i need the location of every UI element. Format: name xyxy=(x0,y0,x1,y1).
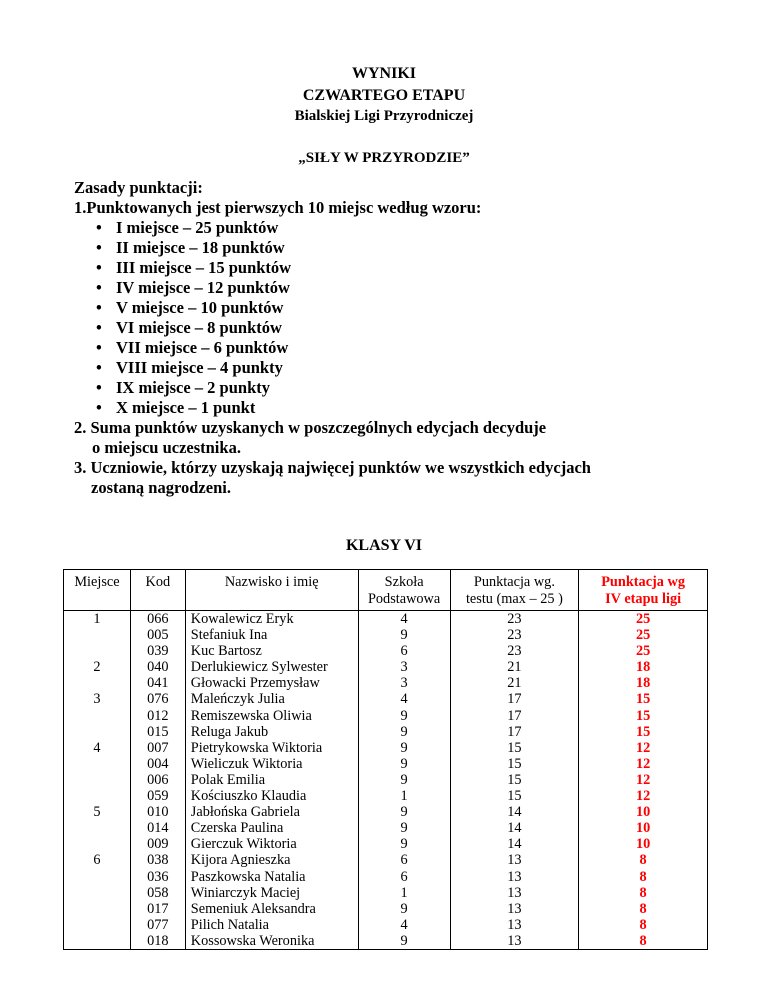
cell-school: 9 xyxy=(358,804,450,820)
table-row xyxy=(64,724,708,740)
points-list-item xyxy=(74,398,714,418)
cell-place xyxy=(64,933,131,950)
rule-3-line-1: 3. Uczniowie, którzy uzyskają najwięcej punktów we wszystkich edycjach xyxy=(74,458,591,477)
points-list xyxy=(74,218,714,418)
bullet-dot-icon: • xyxy=(96,378,102,397)
points-list-text: IV miejsce – 12 punktów xyxy=(116,278,290,297)
cell-league: 25 xyxy=(579,627,708,643)
cell-league: 15 xyxy=(579,691,708,707)
cell-place xyxy=(64,901,131,917)
header-school: Szkoła Podstawowa xyxy=(358,570,450,611)
cell-place xyxy=(64,675,131,691)
cell-code: 066 xyxy=(130,611,185,628)
cell-league: 15 xyxy=(579,724,708,740)
table-row xyxy=(64,869,708,885)
table-row xyxy=(64,643,708,659)
cell-code: 038 xyxy=(130,852,185,868)
cell-code: 014 xyxy=(130,820,185,836)
header-name: Nazwisko i imię xyxy=(185,570,358,611)
cell-code: 012 xyxy=(130,708,185,724)
rule-1: 1.Punktowanych jest pierwszych 10 miejsc według wzoru: xyxy=(74,198,482,217)
header-league-score: Punktacja wg IV etapu ligi xyxy=(579,570,708,611)
points-list-item xyxy=(74,358,714,378)
points-list-text: X miejsce – 1 punkt xyxy=(116,398,256,417)
cell-school: 4 xyxy=(358,917,450,933)
cell-school: 1 xyxy=(358,885,450,901)
cell-school: 9 xyxy=(358,772,450,788)
bullet-dot-icon: • xyxy=(96,218,102,237)
cell-place xyxy=(64,724,131,740)
cell-test: 21 xyxy=(450,659,579,675)
cell-place xyxy=(64,836,131,852)
theme-title: „SIŁY W PRZYRODZIE” xyxy=(298,150,470,166)
cell-code: 015 xyxy=(130,724,185,740)
cell-school: 9 xyxy=(358,708,450,724)
cell-test: 15 xyxy=(450,740,579,756)
cell-test: 13 xyxy=(450,917,579,933)
cell-code: 005 xyxy=(130,627,185,643)
cell-test: 14 xyxy=(450,836,579,852)
header-code: Kod xyxy=(130,570,185,611)
cell-league: 8 xyxy=(579,852,708,868)
cell-code: 004 xyxy=(130,756,185,772)
table-row xyxy=(64,820,708,836)
cell-league: 12 xyxy=(579,740,708,756)
cell-place xyxy=(64,772,131,788)
cell-place xyxy=(64,708,131,724)
points-list-text: I miejsce – 25 punktów xyxy=(116,218,279,237)
section-title: KLASY VI xyxy=(345,537,423,554)
cell-school: 9 xyxy=(358,627,450,643)
bullet-dot-icon: • xyxy=(96,238,102,257)
cell-code: 040 xyxy=(130,659,185,675)
cell-test: 17 xyxy=(450,691,579,707)
cell-code: 076 xyxy=(130,691,185,707)
cell-league: 25 xyxy=(579,643,708,659)
cell-place: 3 xyxy=(64,691,131,707)
cell-place xyxy=(64,756,131,772)
cell-school: 9 xyxy=(358,724,450,740)
results-table xyxy=(63,569,708,950)
title-line-results: WYNIKI xyxy=(351,65,416,82)
cell-name: Kościuszko Klaudia xyxy=(185,788,358,804)
cell-test: 15 xyxy=(450,788,579,804)
cell-league: 18 xyxy=(579,659,708,675)
cell-place xyxy=(64,627,131,643)
cell-test: 23 xyxy=(450,627,579,643)
table-row xyxy=(64,788,708,804)
cell-name: Kowalewicz Eryk xyxy=(185,611,358,628)
cell-school: 9 xyxy=(358,901,450,917)
points-list-item xyxy=(74,338,714,358)
cell-name: Pietrykowska Wiktoria xyxy=(185,740,358,756)
points-list-item xyxy=(74,318,714,338)
table-row xyxy=(64,627,708,643)
cell-code: 017 xyxy=(130,901,185,917)
cell-test: 15 xyxy=(450,756,579,772)
cell-test: 13 xyxy=(450,852,579,868)
cell-code: 041 xyxy=(130,675,185,691)
cell-name: Semeniuk Aleksandra xyxy=(185,901,358,917)
cell-school: 9 xyxy=(358,933,450,950)
cell-test: 13 xyxy=(450,869,579,885)
table-row xyxy=(64,885,708,901)
table-row xyxy=(64,691,708,707)
cell-league: 12 xyxy=(579,772,708,788)
bullet-dot-icon: • xyxy=(96,338,102,357)
cell-code: 009 xyxy=(130,836,185,852)
cell-name: Remiszewska Oliwia xyxy=(185,708,358,724)
cell-school: 9 xyxy=(358,836,450,852)
points-list-text: VII miejsce – 6 punktów xyxy=(116,338,289,357)
bullet-dot-icon: • xyxy=(96,398,102,417)
table-row xyxy=(64,708,708,724)
rules-heading: Zasady punktacji: xyxy=(74,178,203,197)
cell-league: 8 xyxy=(579,869,708,885)
results-body xyxy=(64,611,708,950)
cell-school: 6 xyxy=(358,643,450,659)
title-line-stage: CZWARTEGO ETAPU xyxy=(302,87,466,104)
cell-name: Wieliczuk Wiktoria xyxy=(185,756,358,772)
cell-place xyxy=(64,643,131,659)
table-row xyxy=(64,772,708,788)
cell-test: 13 xyxy=(450,933,579,950)
cell-league: 12 xyxy=(579,788,708,804)
cell-league: 8 xyxy=(579,917,708,933)
cell-league: 8 xyxy=(579,901,708,917)
cell-school: 1 xyxy=(358,788,450,804)
cell-place: 6 xyxy=(64,852,131,868)
table-row xyxy=(64,675,708,691)
bullet-dot-icon: • xyxy=(96,278,102,297)
cell-test: 14 xyxy=(450,820,579,836)
cell-league: 10 xyxy=(579,836,708,852)
cell-school: 9 xyxy=(358,756,450,772)
cell-school: 4 xyxy=(358,611,450,628)
points-list-item xyxy=(74,278,714,298)
cell-code: 006 xyxy=(130,772,185,788)
cell-league: 8 xyxy=(579,885,708,901)
cell-code: 059 xyxy=(130,788,185,804)
cell-code: 039 xyxy=(130,643,185,659)
rule-2-line-1: 2. Suma punktów uzyskanych w poszczególnych edycjach decyduje xyxy=(74,418,547,437)
cell-code: 010 xyxy=(130,804,185,820)
cell-name: Reluga Jakub xyxy=(185,724,358,740)
cell-code: 036 xyxy=(130,869,185,885)
cell-test: 17 xyxy=(450,708,579,724)
cell-league: 25 xyxy=(579,611,708,628)
points-list-text: VIII miejsce – 4 punkty xyxy=(116,358,283,377)
cell-code: 018 xyxy=(130,933,185,950)
bullet-dot-icon: • xyxy=(96,318,102,337)
rule-2-line-2: o miejscu uczestnika. xyxy=(92,438,241,457)
cell-name: Jabłońska Gabriela xyxy=(185,804,358,820)
cell-name: Stefaniuk Ina xyxy=(185,627,358,643)
table-row xyxy=(64,933,708,950)
cell-name: Czerska Paulina xyxy=(185,820,358,836)
cell-test: 13 xyxy=(450,885,579,901)
cell-test: 13 xyxy=(450,901,579,917)
scoring-rules xyxy=(74,178,714,498)
cell-school: 3 xyxy=(358,675,450,691)
cell-league: 8 xyxy=(579,933,708,950)
table-row xyxy=(64,901,708,917)
header-test-score: Punktacja wg. testu (max – 25 ) xyxy=(450,570,579,611)
points-list-text: VI miejsce – 8 punktów xyxy=(116,318,282,337)
cell-name: Kijora Agnieszka xyxy=(185,852,358,868)
cell-school: 6 xyxy=(358,869,450,885)
cell-name: Maleńczyk Julia xyxy=(185,691,358,707)
table-row xyxy=(64,804,708,820)
cell-test: 23 xyxy=(450,643,579,659)
bullet-dot-icon: • xyxy=(96,298,102,317)
points-list-text: IX miejsce – 2 punkty xyxy=(116,378,271,397)
cell-place: 2 xyxy=(64,659,131,675)
cell-league: 10 xyxy=(579,804,708,820)
points-list-item xyxy=(74,378,714,398)
cell-name: Kossowska Weronika xyxy=(185,933,358,950)
cell-test: 17 xyxy=(450,724,579,740)
bullet-dot-icon: • xyxy=(96,358,102,377)
cell-place xyxy=(64,788,131,804)
cell-code: 058 xyxy=(130,885,185,901)
cell-place xyxy=(64,917,131,933)
rule-3-line-2: zostaną nagrodzeni. xyxy=(91,478,231,497)
cell-school: 4 xyxy=(358,691,450,707)
cell-code: 007 xyxy=(130,740,185,756)
cell-school: 3 xyxy=(358,659,450,675)
cell-name: Polak Emilia xyxy=(185,772,358,788)
cell-name: Winiarczyk Maciej xyxy=(185,885,358,901)
cell-school: 9 xyxy=(358,740,450,756)
cell-name: Głowacki Przemysław xyxy=(185,675,358,691)
header-place: Miejsce xyxy=(64,570,131,611)
cell-name: Pilich Natalia xyxy=(185,917,358,933)
points-list-item xyxy=(74,218,714,238)
table-row xyxy=(64,917,708,933)
points-list-item xyxy=(74,238,714,258)
cell-school: 6 xyxy=(358,852,450,868)
cell-league: 10 xyxy=(579,820,708,836)
cell-test: 15 xyxy=(450,772,579,788)
cell-test: 23 xyxy=(450,611,579,628)
bullet-dot-icon: • xyxy=(96,258,102,277)
cell-place xyxy=(64,869,131,885)
table-row xyxy=(64,836,708,852)
cell-school: 9 xyxy=(358,820,450,836)
points-list-item xyxy=(74,258,714,278)
cell-test: 14 xyxy=(450,804,579,820)
table-row xyxy=(64,611,708,628)
points-list-text: II miejsce – 18 punktów xyxy=(116,238,285,257)
cell-place: 1 xyxy=(64,611,131,628)
table-row xyxy=(64,740,708,756)
cell-place xyxy=(64,885,131,901)
cell-test: 21 xyxy=(450,675,579,691)
cell-name: Paszkowska Natalia xyxy=(185,869,358,885)
cell-code: 077 xyxy=(130,917,185,933)
cell-place: 4 xyxy=(64,740,131,756)
cell-league: 12 xyxy=(579,756,708,772)
points-list-text: V miejsce – 10 punktów xyxy=(116,298,284,317)
cell-name: Gierczuk Wiktoria xyxy=(185,836,358,852)
points-list-item xyxy=(74,298,714,318)
table-header-row xyxy=(64,570,708,611)
cell-name: Derlukiewicz Sylwester xyxy=(185,659,358,675)
table-row xyxy=(64,659,708,675)
cell-place: 5 xyxy=(64,804,131,820)
cell-name: Kuc Bartosz xyxy=(185,643,358,659)
cell-place xyxy=(64,820,131,836)
table-row xyxy=(64,852,708,868)
cell-league: 15 xyxy=(579,708,708,724)
cell-league: 18 xyxy=(579,675,708,691)
table-row xyxy=(64,756,708,772)
points-list-text: III miejsce – 15 punktów xyxy=(116,258,292,277)
title-line-league: Bialskiej Ligi Przyrodniczej xyxy=(294,108,474,124)
